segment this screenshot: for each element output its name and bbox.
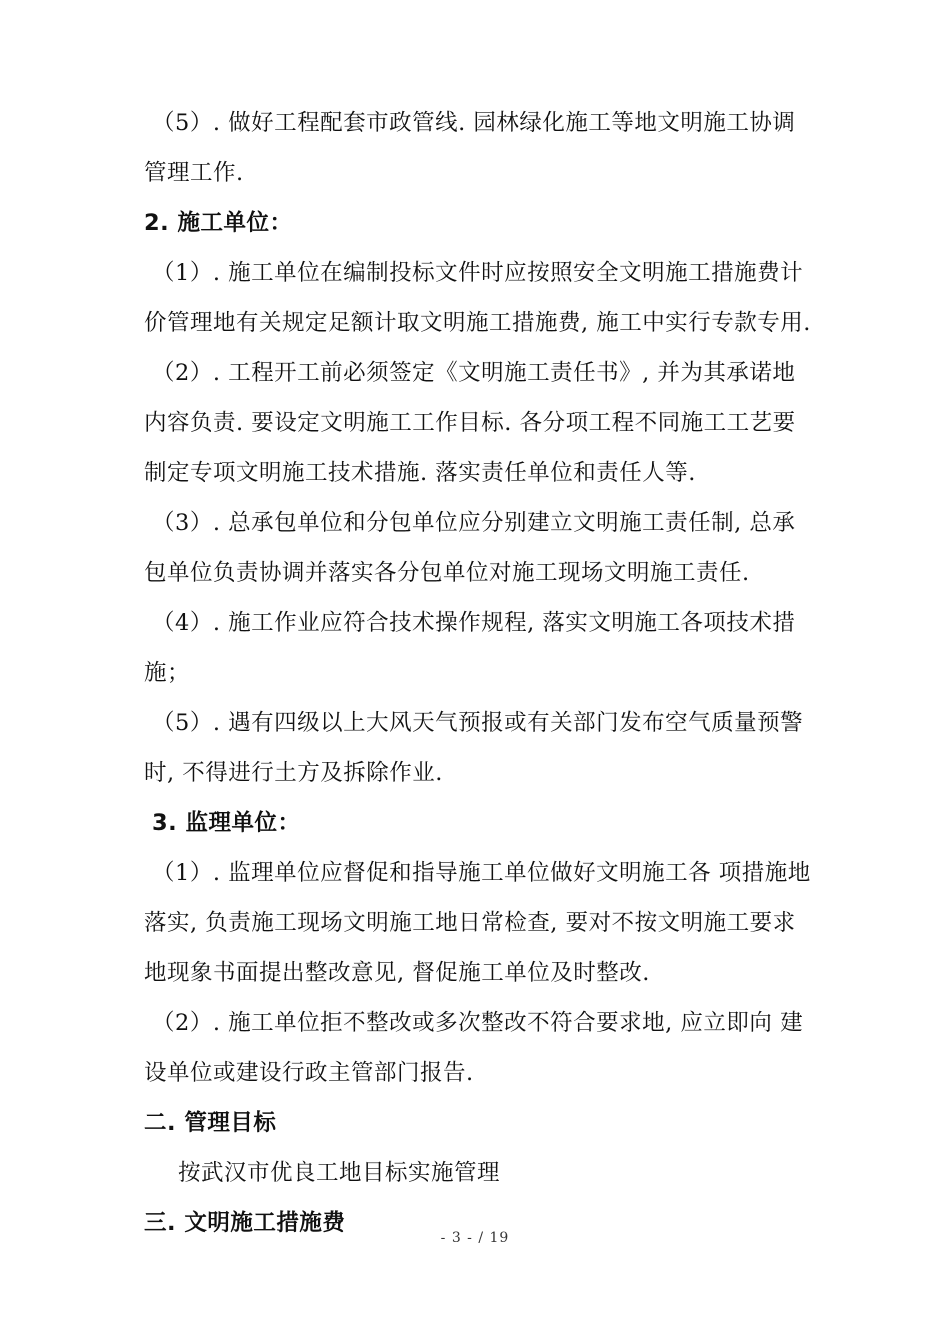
document-body — [144, 98, 814, 1248]
paragraph-item-2-refusal-report: （2）. 施工单位拒不整改或多次整改不符合要求地, 应立即向 建设单位或建设行政主管部门报告. — [144, 1010, 804, 1086]
paragraph-item-3-contractor-responsibility: （3）. 总承包单位和分包单位应分别建立文明施工责任制, 总承包单位负责协调并落实各分包单位对施工现场文明施工责任. — [144, 510, 796, 586]
paragraph-item-1-bid-fees: （1）. 施工单位在编制投标文件时应按照安全文明施工措施费计价管理地有关规定足额计取文明施工措施费, 施工中实行专款专用. — [144, 260, 811, 336]
paragraph-management-goal: 按武汉市优良工地目标实施管理 — [178, 1160, 501, 1186]
section-heading-supervision-unit: 3. 监理单位： — [152, 810, 301, 836]
paragraph-item-5-weather-warning: （5）. 遇有四级以上大风天气预报或有关部门发布空气质量预警时, 不得进行土方及拆除作业. — [144, 710, 804, 786]
paragraph-item-4-technical-measures: （4）. 施工作业应符合技术操作规程, 落实文明施工各项技术措施； — [144, 610, 796, 686]
paragraph-item-1-supervision-inspection: （1）. 监理单位应督促和指导施工单位做好文明施工各 项措施地落实, 负责施工现场文明施工地日常检查, 要对不按文明施工要求地现象书面提出整改意见, 督促施工单位及时整改. — [144, 860, 811, 986]
section-heading-management-goals: 二. 管理目标 — [144, 1110, 277, 1136]
paragraph-item-2-responsibility-letter: （2）. 工程开工前必须签定《文明施工责任书》, 并为其承诺地内容负责. 要设定文明施工工作目标. 各分项工程不同施工工艺要制定专项文明施工技术措施. 落实责任单位和责任人等. — [144, 360, 796, 486]
section-heading-construction-unit: 2. 施工单位： — [144, 210, 293, 236]
page-number: - 3 - / 19 — [440, 1230, 510, 1246]
section-heading-civilized-construction-fees: 三. 文明施工措施费 — [144, 1210, 346, 1236]
paragraph-item-5-coordination: （5）. 做好工程配套市政管线. 园林绿化施工等地文明施工协调管理工作. — [144, 110, 796, 186]
